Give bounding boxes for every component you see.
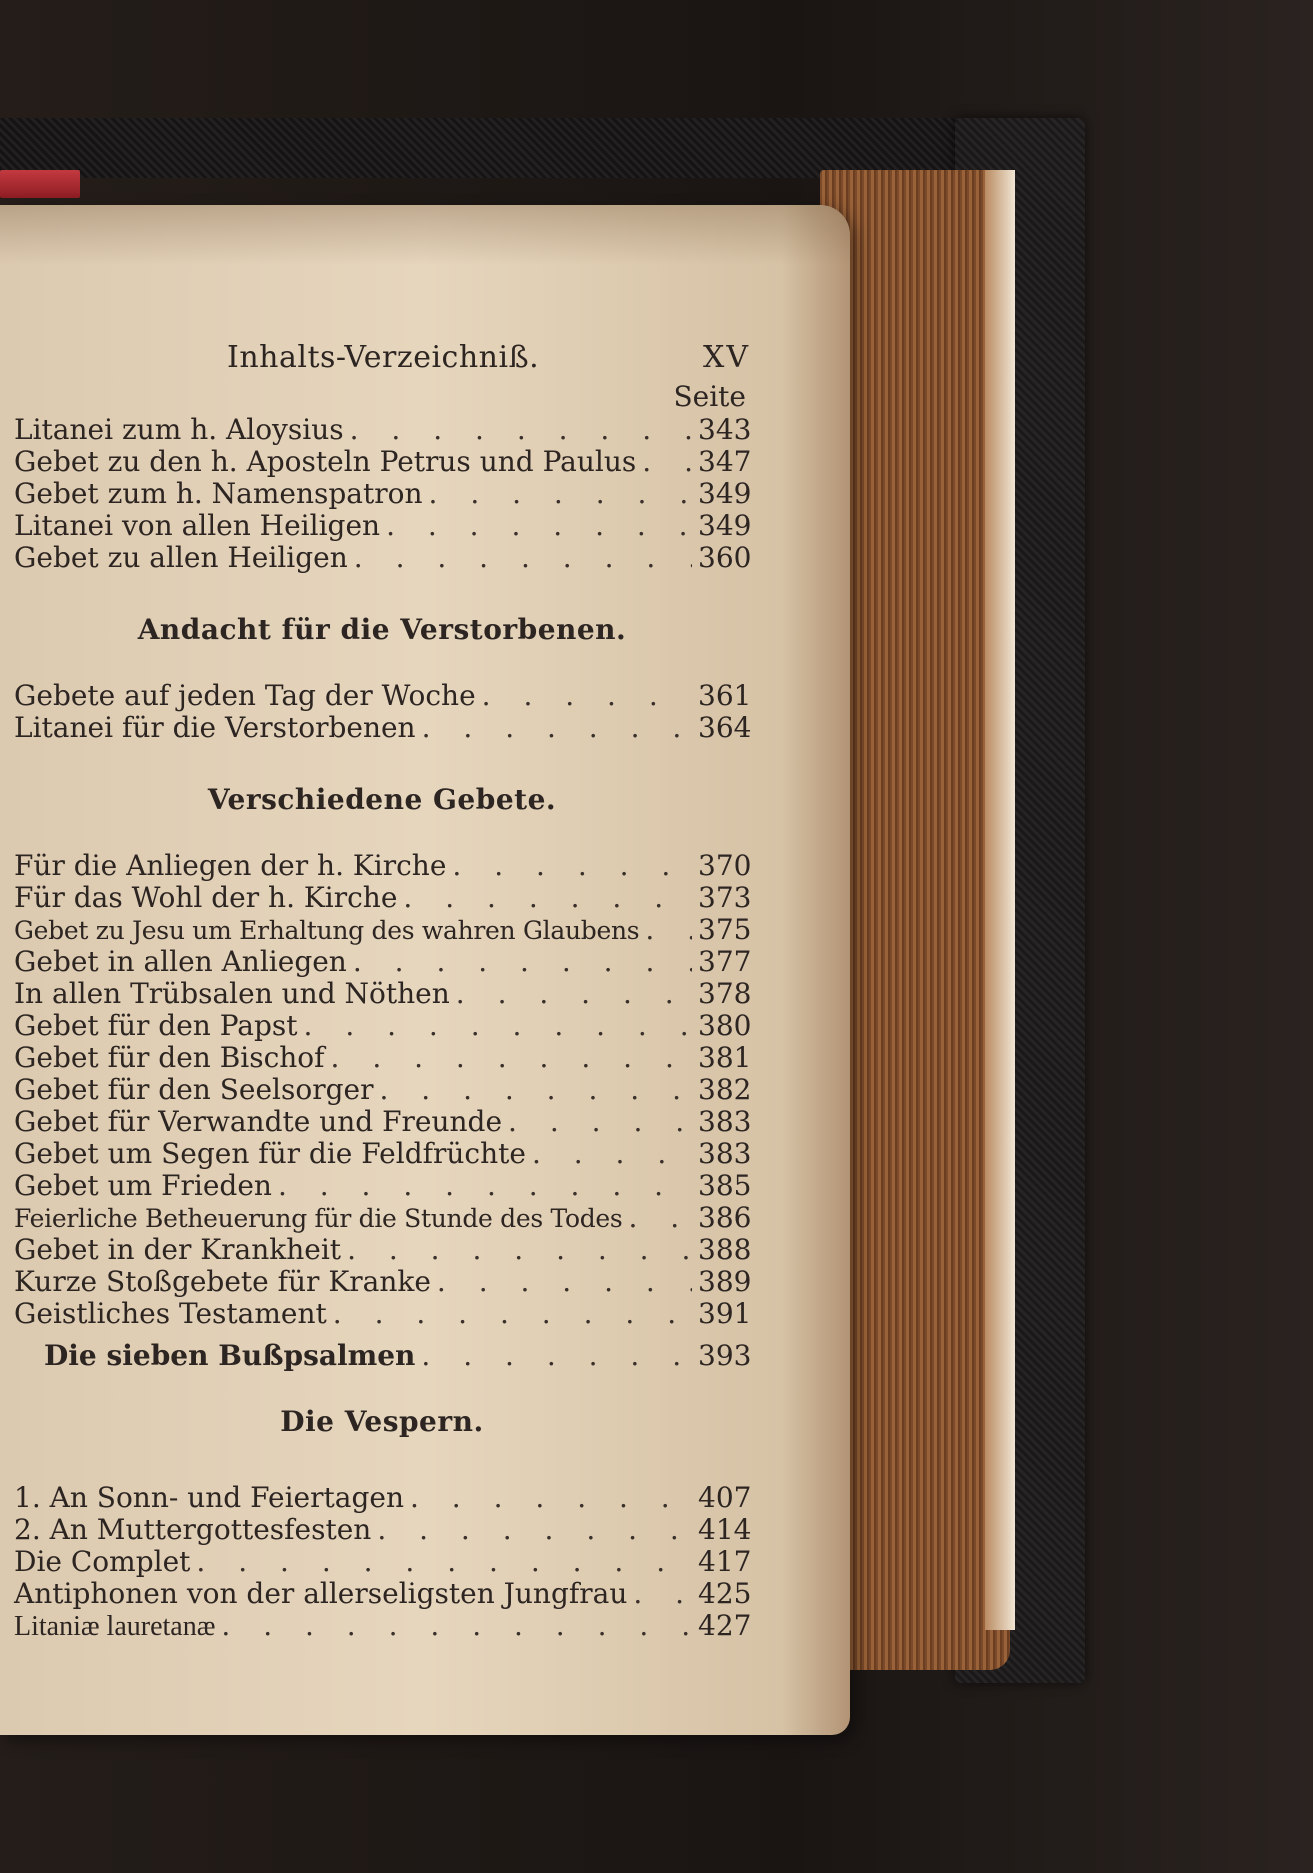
section-heading: Die Vespern. bbox=[280, 1405, 484, 1438]
entry-page: 361 bbox=[698, 679, 752, 712]
entry-page: 373 bbox=[698, 881, 752, 914]
toc-entry bbox=[14, 1546, 750, 1578]
entry-page: 347 bbox=[698, 445, 752, 478]
leader-dots bbox=[333, 1298, 692, 1330]
entry-title: Die Complet bbox=[14, 1545, 191, 1578]
book-cover-top bbox=[0, 118, 1040, 178]
entry-title: Gebet zum h. Namenspatron bbox=[14, 477, 423, 510]
entry-page: 407 bbox=[698, 1481, 752, 1514]
entry-title: Geistliches Testament bbox=[14, 1297, 327, 1330]
entry-title: Gebet in der Krankheit bbox=[14, 1233, 342, 1266]
entry-title: Kurze Stoßgebete für Kranke bbox=[14, 1265, 431, 1298]
entry-title: Feierliche Betheuerung für die Stunde des Todes bbox=[14, 1204, 623, 1233]
toc-entry bbox=[14, 978, 750, 1010]
entry-page: 386 bbox=[698, 1201, 752, 1234]
entry-page: 343 bbox=[698, 413, 752, 446]
entry-title: Litanei von allen Heiligen bbox=[14, 509, 381, 542]
leader-dots bbox=[350, 414, 692, 446]
toc-entry bbox=[14, 1202, 750, 1234]
leader-dots bbox=[508, 1106, 692, 1138]
entry-page: 417 bbox=[698, 1545, 752, 1578]
toc-entry bbox=[14, 680, 750, 712]
leader-dots bbox=[196, 1546, 692, 1578]
toc-entry bbox=[14, 1234, 750, 1266]
toc-entry bbox=[14, 446, 750, 478]
entry-page: 380 bbox=[698, 1009, 752, 1042]
leader-dots bbox=[532, 1138, 692, 1170]
table-of-contents bbox=[14, 340, 750, 1642]
entry-page: 349 bbox=[698, 477, 752, 510]
toc-entry bbox=[14, 914, 750, 946]
entry-page: 389 bbox=[698, 1265, 752, 1298]
toc-entry bbox=[14, 882, 750, 914]
entry-title: Gebet für Verwandte und Freunde bbox=[14, 1105, 503, 1138]
entry-page: 414 bbox=[698, 1513, 752, 1546]
roman-page-number: XV bbox=[702, 340, 750, 375]
entry-title: Gebet für den Papst bbox=[14, 1009, 298, 1042]
entry-title: Gebet in allen Anliegen bbox=[14, 945, 347, 978]
leader-dots bbox=[278, 1170, 692, 1202]
leader-dots bbox=[456, 978, 692, 1010]
bookmark-ribbon[interactable] bbox=[0, 170, 80, 198]
entry-page: 378 bbox=[698, 977, 752, 1010]
entry-page: 375 bbox=[698, 913, 752, 946]
leader-dots bbox=[386, 510, 692, 542]
entry-title: Gebet um Frieden bbox=[14, 1169, 272, 1202]
leader-dots bbox=[437, 1266, 692, 1298]
toc-entry-psalms bbox=[14, 1340, 750, 1372]
toc-entry bbox=[14, 542, 750, 574]
entry-page: 370 bbox=[698, 849, 752, 882]
entry-page: 381 bbox=[698, 1041, 752, 1074]
page-header bbox=[14, 340, 750, 380]
entry-title: Gebet zu Jesu um Erhaltung des wahren Glaubens bbox=[14, 916, 640, 945]
entry-page: 360 bbox=[698, 541, 752, 574]
entry-title: Gebet für den Bischof bbox=[14, 1041, 325, 1074]
entry-title: Litaniæ lauretanæ bbox=[14, 1611, 216, 1642]
entry-title: In allen Trübsalen und Nöthen bbox=[14, 977, 450, 1010]
leader-dots bbox=[353, 946, 692, 978]
leader-dots bbox=[429, 478, 692, 510]
toc-entry bbox=[14, 712, 750, 744]
toc-entry bbox=[14, 1170, 750, 1202]
leader-dots bbox=[347, 1234, 692, 1266]
toc-entry bbox=[14, 1266, 750, 1298]
page-stack-light-edge bbox=[985, 170, 1015, 1630]
entry-page: 349 bbox=[698, 509, 752, 542]
entry-page: 388 bbox=[698, 1233, 752, 1266]
toc-entry bbox=[14, 1106, 750, 1138]
entry-title: Die sieben Bußpsalmen bbox=[44, 1339, 416, 1372]
entry-title: 1. An Sonn- und Feiertagen bbox=[14, 1481, 404, 1514]
leader-dots bbox=[354, 542, 692, 574]
toc-entry bbox=[14, 1514, 750, 1546]
entry-page: 427 bbox=[698, 1609, 752, 1642]
entry-page: 391 bbox=[698, 1297, 752, 1330]
entry-title: Gebete auf jeden Tag der Woche bbox=[14, 679, 476, 712]
toc-entry bbox=[14, 1298, 750, 1330]
toc-entry bbox=[14, 1578, 750, 1610]
toc-entry bbox=[14, 478, 750, 510]
entry-title: 2. An Muttergottesfesten bbox=[14, 1513, 372, 1546]
leader-dots bbox=[221, 1610, 692, 1642]
leader-dots bbox=[642, 446, 692, 478]
toc-entry bbox=[14, 510, 750, 542]
leader-dots bbox=[422, 712, 692, 744]
entry-page: 382 bbox=[698, 1073, 752, 1106]
page-shadow bbox=[0, 205, 850, 265]
toc-entry bbox=[14, 850, 750, 882]
entry-title: Gebet um Segen für die Feldfrüchte bbox=[14, 1137, 526, 1170]
entry-title: Gebet zu den h. Aposteln Petrus und Paulus bbox=[14, 445, 637, 478]
toc-entry bbox=[14, 1610, 750, 1642]
toc-entry bbox=[14, 414, 750, 446]
toc-entry bbox=[14, 1138, 750, 1170]
leader-dots bbox=[482, 680, 692, 712]
leader-dots bbox=[403, 882, 692, 914]
toc-entry bbox=[14, 1010, 750, 1042]
leader-dots bbox=[633, 1578, 692, 1610]
toc-entry bbox=[14, 1042, 750, 1074]
toc-entry bbox=[14, 1074, 750, 1106]
entry-title: Litanei zum h. Aloysius bbox=[14, 413, 344, 446]
toc-entry bbox=[14, 1482, 750, 1514]
leader-dots bbox=[421, 1340, 692, 1372]
entry-page: 393 bbox=[698, 1339, 752, 1372]
leader-dots bbox=[452, 850, 692, 882]
entry-title: Litanei für die Verstorbenen bbox=[14, 711, 416, 744]
entry-page: 383 bbox=[698, 1137, 752, 1170]
page-column-label: Seite bbox=[673, 380, 746, 413]
entry-title: Gebet zu allen Heiligen bbox=[14, 541, 348, 574]
toc-entry bbox=[14, 946, 750, 978]
entry-title: Gebet für den Seelsorger bbox=[14, 1073, 374, 1106]
entry-page: 364 bbox=[698, 711, 752, 744]
entry-page: 425 bbox=[698, 1577, 752, 1610]
entry-title: Für das Wohl der h. Kirche bbox=[14, 881, 398, 914]
leader-dots bbox=[645, 914, 692, 946]
section-heading: Verschiedene Gebete. bbox=[207, 783, 557, 816]
leader-dots bbox=[304, 1010, 692, 1042]
leader-dots bbox=[628, 1202, 692, 1234]
section-heading: Andacht für die Verstorbenen. bbox=[137, 613, 627, 646]
page-title: Inhalts-Verzeichniß. bbox=[227, 340, 540, 375]
leader-dots bbox=[410, 1482, 692, 1514]
leader-dots bbox=[379, 1074, 692, 1106]
entry-page: 385 bbox=[698, 1169, 752, 1202]
entry-title: Für die Anliegen der h. Kirche bbox=[14, 849, 447, 882]
entry-page: 377 bbox=[698, 945, 752, 978]
entry-page: 383 bbox=[698, 1105, 752, 1138]
leader-dots bbox=[377, 1514, 692, 1546]
leader-dots bbox=[331, 1042, 692, 1074]
entry-title: Antiphonen von der allerseligsten Jungfrau bbox=[14, 1577, 628, 1610]
